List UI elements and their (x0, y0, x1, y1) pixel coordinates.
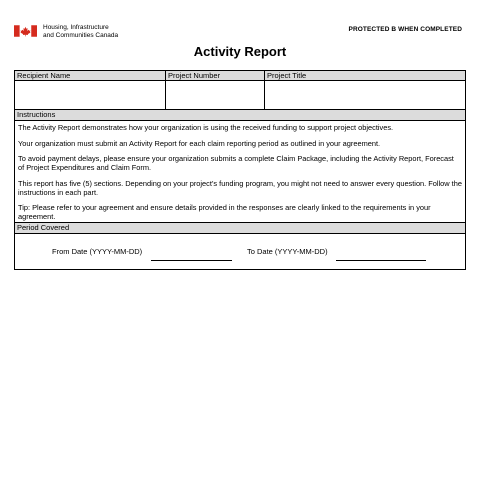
field-input-row (15, 81, 465, 110)
project-title-label: Project Title (265, 71, 465, 81)
field-header-row (15, 71, 465, 81)
from-date-field[interactable] (151, 260, 232, 261)
department-name (43, 24, 118, 40)
instruction-paragraph: Your organization must submit an Activity Report for each claim reporting period as outlined in your agreement. (18, 138, 381, 148)
instruction-tip: Tip: Please refer to your agreement and ensure details provided in the responses are clearly linked to the requirements in your agreement. (18, 203, 431, 221)
recipient-name-field[interactable] (15, 81, 166, 110)
to-date-label: To Date (YYYY-MM-DD) (247, 247, 328, 256)
page-header (14, 24, 466, 44)
project-number-label: Project Number (166, 71, 265, 81)
project-number-field[interactable] (166, 81, 265, 110)
security-classification: PROTECTED B WHEN COMPLETED (348, 26, 462, 33)
from-date-label: From Date (YYYY-MM-DD) (52, 247, 143, 256)
department-name-line1: Housing, Infrastructure (43, 24, 109, 31)
period-covered-heading: Period Covered (15, 223, 465, 234)
period-covered-section (15, 234, 465, 269)
department-name-line2: and Communities Canada (43, 32, 119, 39)
canada-flag-icon (14, 25, 37, 37)
page-title: Activity Report (193, 44, 287, 59)
instructions-heading: Instructions (15, 110, 465, 121)
instruction-paragraph: To avoid payment delays, please ensure your organization submits a complete Claim Package, including the Activity Report, Forecast of Project Expenditures and Claim Form. (18, 154, 454, 172)
instructions-body (15, 121, 465, 223)
activity-report-form (14, 70, 466, 270)
recipient-name-label: Recipient Name (15, 71, 166, 81)
instruction-paragraph: This report has five (5) sections. Depending on your project’s funding program, you might not need to answer every question. Follow the instructions in each part. (18, 178, 462, 197)
instruction-paragraph: The Activity Report demonstrates how your organization is using the received funding to support project objectives. (18, 123, 394, 132)
to-date-field[interactable] (336, 260, 426, 261)
project-title-field[interactable] (265, 81, 465, 110)
